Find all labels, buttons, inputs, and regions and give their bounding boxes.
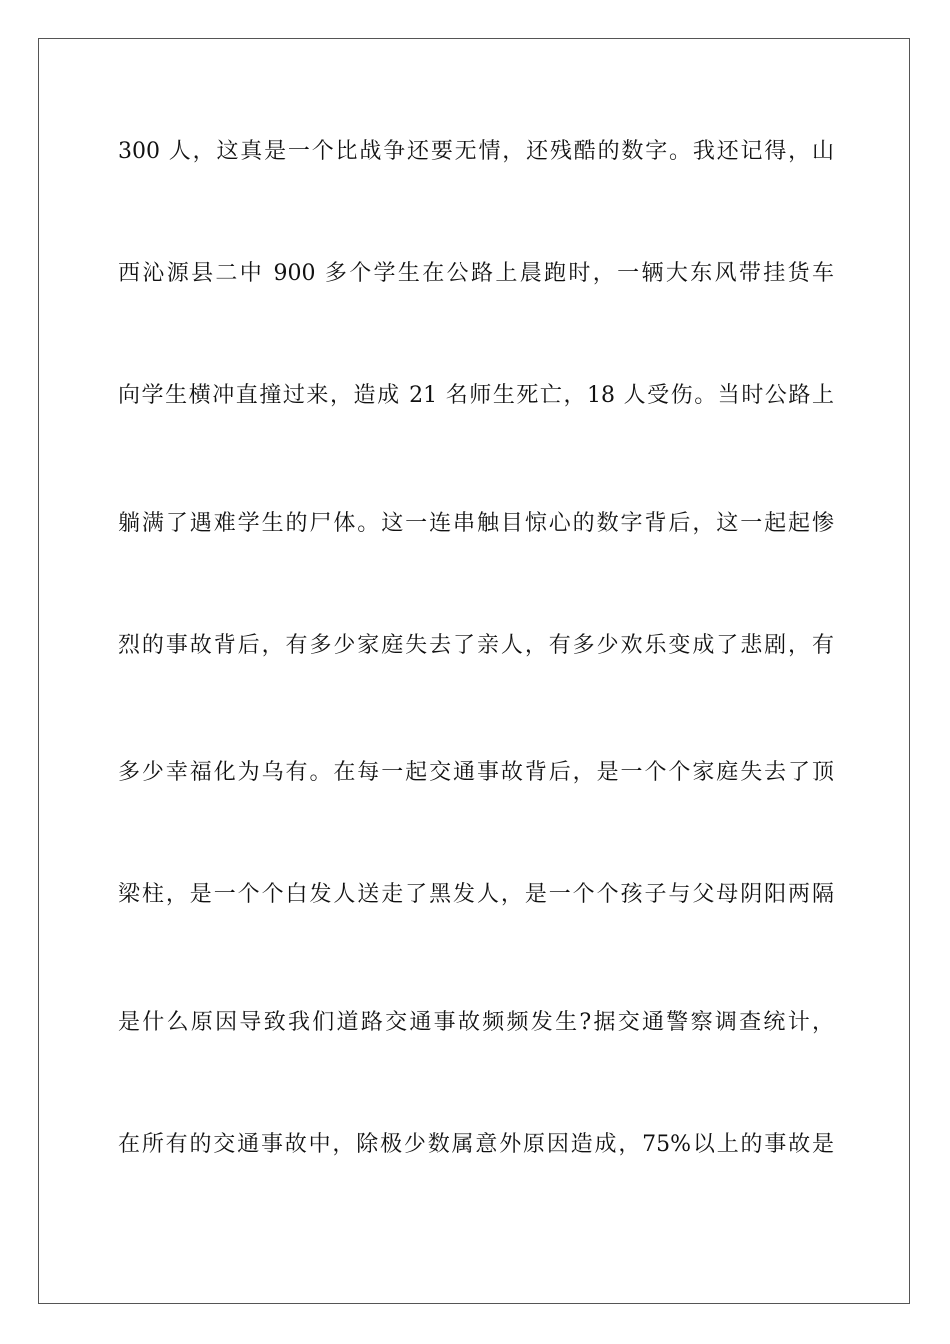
body-text-line: 向学生横冲直撞过来，造成 21 名师生死亡，18 人受伤。当时公路上: [118, 383, 834, 408]
body-text-line: 烈的事故背后，有多少家庭失去了亲人，有多少欢乐变成了悲剧，有: [118, 633, 834, 658]
body-text-line: 多少幸福化为乌有。在每一起交通事故背后，是一个个家庭失去了顶: [118, 760, 834, 785]
body-text-line: 300 人，这真是一个比战争还要无情，还残酷的数字。我还记得，山: [118, 139, 834, 164]
page-border: [38, 38, 910, 1304]
body-text-line: 是什么原因导致我们道路交通事故频频发生?据交通警察调查统计，: [118, 1010, 834, 1035]
body-text-line: 梁柱，是一个个白发人送走了黑发人，是一个个孩子与父母阴阳两隔: [118, 882, 834, 907]
body-text-line: 在所有的交通事故中，除极少数属意外原因造成，75%以上的事故是: [118, 1132, 834, 1157]
body-text-line: 西沁源县二中 900 多个学生在公路上晨跑时，一辆大东风带挂货车: [118, 261, 834, 286]
body-text-line: 躺满了遇难学生的尸体。这一连串触目惊心的数字背后，这一起起惨: [118, 511, 834, 536]
